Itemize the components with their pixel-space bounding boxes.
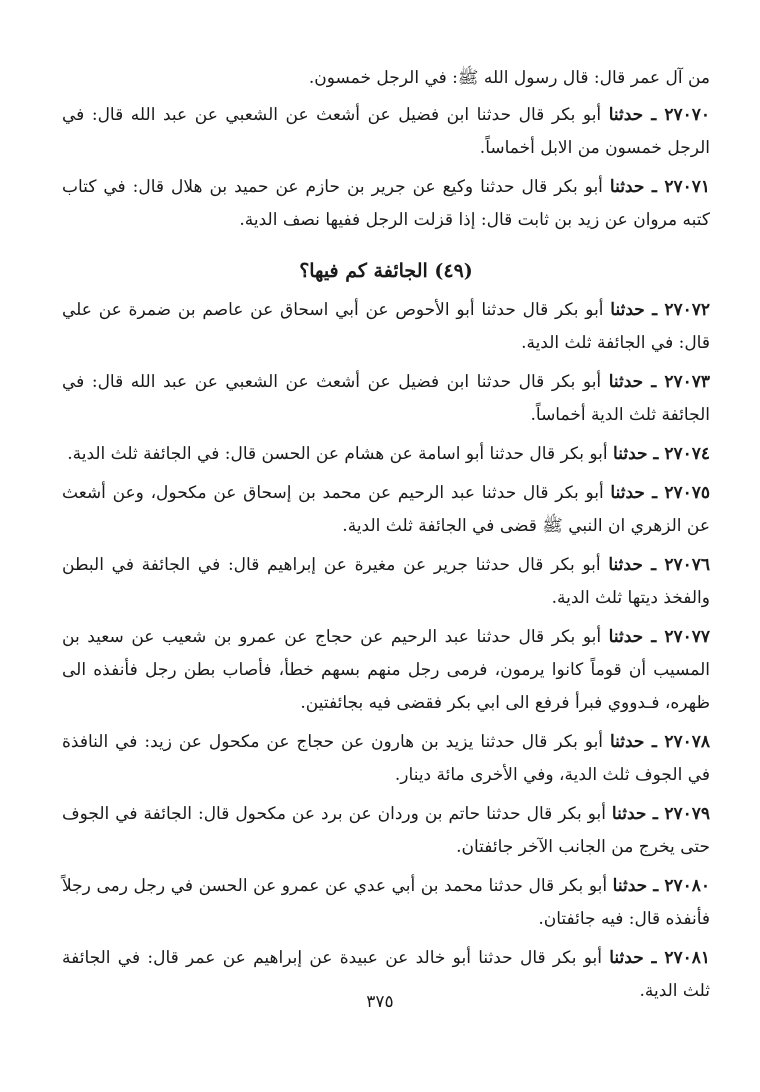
hadith-entry	[62, 99, 710, 171]
entry-number: ٢٧٠٧١	[664, 177, 710, 197]
hadith-entry	[62, 621, 710, 726]
entry-number: ٢٧٠٧٥	[664, 483, 710, 503]
hadith-entry	[62, 477, 710, 549]
hadith-entry	[62, 366, 710, 438]
intro-paragraph: من آل عمر قال: قال رسول الله ﷺ: في الرجل خمسون.	[308, 68, 710, 88]
hadith-entry	[62, 294, 710, 366]
entry-separator: ـ	[643, 627, 665, 647]
hadith-entry	[62, 726, 710, 798]
entry-separator: ـ	[643, 372, 665, 392]
entry-haddathana: حدثنا	[608, 555, 643, 575]
entry-number: ٢٧٠٧٧	[664, 627, 710, 647]
entry-number: ٢٧٠٧٩	[664, 804, 710, 824]
entry-number: ٢٧٠٧٢	[664, 300, 710, 320]
entry-text: أبو بكر قال حدثنا وكيع عن جرير بن حازم عن حميد بن هلال قال: في كتاب كتبه مروان عن زيد بن ثابت قال: إذا قزلت الرجل ففيها نصف الدية.	[62, 177, 710, 230]
entry-number: ٢٧٠٧٦	[664, 555, 710, 575]
entry-text: أبو بكر قال حدثنا أبو الأحوص عن أبي اسحاق عن عاصم بن ضمرة عن علي قال: في الجائفة ثلث الدية.	[62, 300, 710, 353]
entry-separator: ـ	[644, 177, 665, 197]
entry-number: ٢٧٠٧٤	[664, 444, 710, 464]
entry-text: أبو بكر قال حدثنا محمد بن أبي عدي عن عمرو عن الحسن في رجل رمى رجلاً فأنفذه قال: فيه جائفتان.	[62, 876, 710, 929]
entry-haddathana: حدثنا	[608, 105, 644, 125]
entry-number: ٢٧٠٧٣	[664, 372, 710, 392]
hadith-entry	[62, 798, 710, 870]
entry-separator: ـ	[643, 948, 665, 968]
entry-separator: ـ	[647, 876, 665, 896]
entry-text: أبو بكر قال حدثنا عبد الرحيم عن حجاج عن عمرو بن شعيب عن سعيد بن المسيب أن قوماً كانوا يرمون، فرمى رجل منهم بسهم خطأ، فأصاب بطن رجل فأنفذه الى ظهره، فـدووي فبرأ فرفع الى ابي بكر فقضى فيه بجائفتين.	[62, 627, 710, 713]
entry-text: أبو بكر قال حدثنا ابن فضيل عن أشعث عن الشعبي عن عبد الله قال: في الرجل خمسون من الابل أخماساً.	[62, 105, 710, 158]
entry-text: أبو بكر قال حدثنا أبو اسامة عن هشام عن الحسن قال: في الجائفة ثلث الدية.	[67, 444, 614, 464]
entry-number: ٢٧٠٧٨	[664, 732, 710, 752]
entry-text: أبو بكر قال حدثنا حاتم بن وردان عن برد عن مكحول قال: الجائفة في الجوف حتى يخرج من الجانب الآخر جائفتان.	[62, 804, 710, 857]
entry-haddathana: حدثنا	[609, 177, 645, 197]
entry-haddathana: حدثنا	[610, 483, 645, 503]
entry-haddathana: حدثنا	[609, 948, 644, 968]
entry-separator: ـ	[646, 804, 665, 824]
entry-haddathana: حدثنا	[609, 732, 645, 752]
hadith-entry	[62, 549, 710, 621]
entry-number: ٢٧٠٧٠	[664, 105, 710, 125]
entry-separator: ـ	[647, 444, 665, 464]
hadith-entry	[62, 438, 710, 477]
entry-number: ٢٧٠٨٠	[664, 876, 710, 896]
entry-text: أبو بكر قال حدثنا أبو خالد عن عبيدة عن إبراهيم عن عمر قال: في الجائفة ثلث الدية.	[62, 948, 710, 1001]
page-body	[62, 62, 710, 1014]
entries-section-b	[62, 294, 710, 1014]
entry-haddathana: حدثنا	[612, 876, 648, 896]
entry-separator: ـ	[644, 300, 665, 320]
entry-text: أبو بكر قال حدثنا عبد الرحيم عن محمد بن إسحاق عن مكحول، وعن أشعث عن الزهري ان النبي ﷺ قضى في الجائفة ثلث الدية.	[62, 483, 710, 536]
hadith-entry	[62, 171, 710, 243]
entry-haddathana: حدثنا	[610, 300, 645, 320]
entries-section-a	[62, 99, 710, 243]
entry-separator: ـ	[644, 732, 665, 752]
entry-haddathana: حدثنا	[608, 372, 644, 392]
entry-text: أبو بكر قال حدثنا ابن فضيل عن أشعث عن الشعبي عن عبد الله قال: في الجائفة ثلث الدية أخماساً.	[62, 372, 710, 425]
entry-separator: ـ	[644, 483, 665, 503]
entry-text: أبو بكر قال حدثنا جرير عن مغيرة عن إبراهيم قال: في الجائفة في البطن والفخذ ديتها ثلث الدية.	[62, 555, 710, 608]
chapter-heading: (٤٩) الجائفة كم فيها؟	[299, 260, 473, 282]
hadith-entry	[62, 870, 710, 942]
entry-haddathana: حدثنا	[613, 444, 648, 464]
entry-haddathana: حدثنا	[611, 804, 647, 824]
page-number: ٣٧٥	[366, 992, 394, 1012]
entry-number: ٢٧٠٨١	[664, 948, 710, 968]
entry-haddathana: حدثنا	[608, 627, 644, 647]
entry-text: أبو بكر قال حدثنا يزيد بن هارون عن حجاج عن مكحول عن زيد: في النافذة في الجوف ثلث الدية، وفي الأخرى مائة دينار.	[62, 732, 710, 785]
entry-separator: ـ	[643, 105, 665, 125]
entry-separator: ـ	[642, 555, 665, 575]
